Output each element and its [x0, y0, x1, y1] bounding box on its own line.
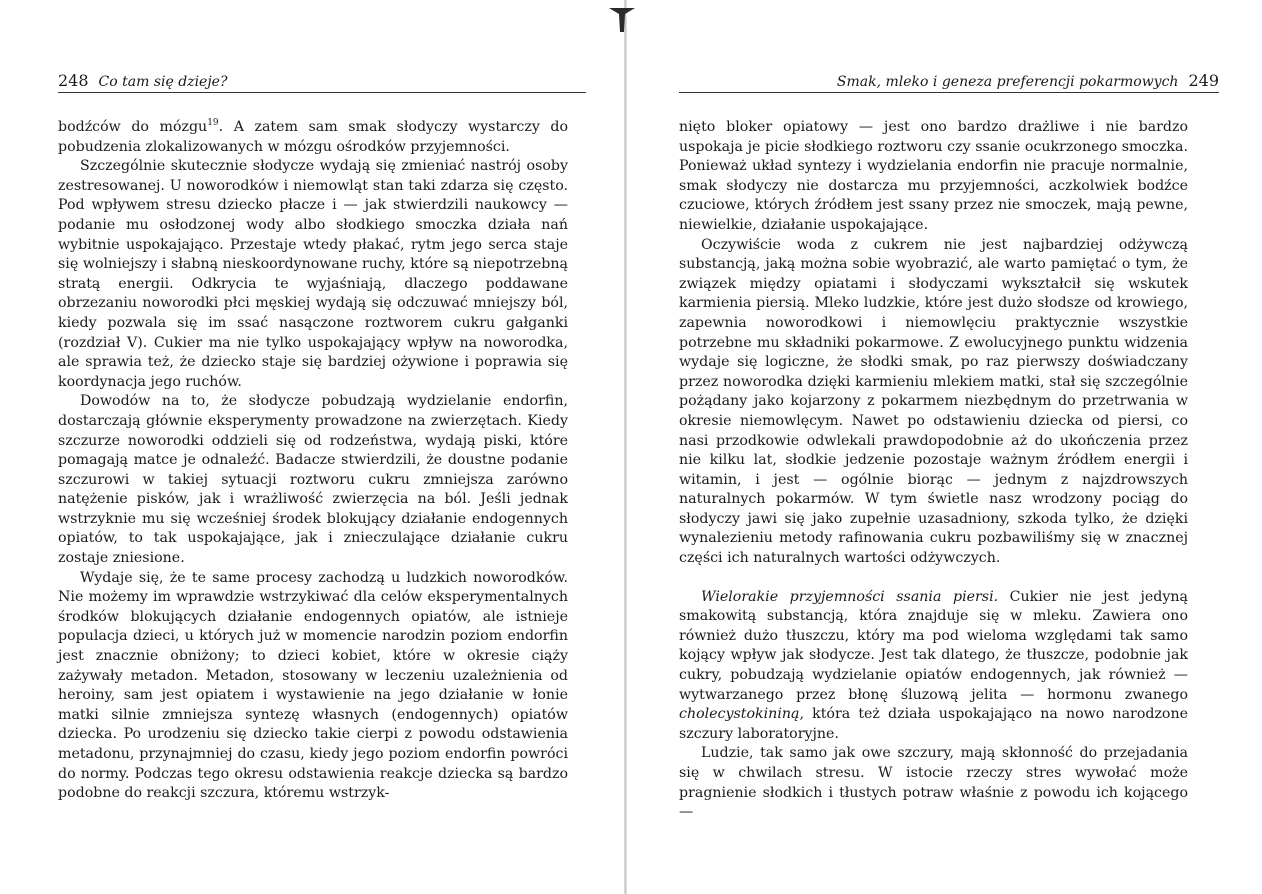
paragraph-text: . A zatem sam smak słodyczy wystarczy do pobudzenia zlokalizowanych w mózgu ośrodków przyjemności.: [58, 119, 568, 155]
italic-term: cholecystokininą: [679, 706, 800, 723]
paragraph: Oczywiście woda z cukrem nie jest najbardziej odżywczą substancją, jaką można sobie wyobrazić, ale warto pamiętać o tym, że związek między opiatami i słodyczami wykształcił się wskutek karmienia piersią. Mleko ludzkie, które jest dużo słodsze od krowiego, zapewnia noworodkowi i niemowlęciu praktycznie wszystkie potrzebne mu składniki pokarmowe. Z ewolucyjnego punktu widzenia wydaje się logiczne, że słodki smak, po raz pierwszy doświadczany przez noworodka dzięki karmieniu mlekiem matki, stał się szczególnie pożądany jako kojarzony z pokarmem niezbędnym do przetrwania w okresie niemowlęcym. Nawet po odstawieniu dziecka od piersi, co nasi przodkowie odwlekali prawdopodobnie aż do ukończenia przez nie kilku lat, słodkie jedzenie pozostaje ważnym źródłem energii i witamin, i jest — ogólnie biorąc — jednym z najzdrowszych naturalnych pokarmów. W tym świetle nasz wrodzony pociąg do słodyczy jawi się jako zupełnie uzasadniony, szkoda tylko, że dzięki wynalezieniu metody rafinowania cukru pozbawiliśmy się w znacznej części ich naturalnych wartości odżywczych.: [679, 236, 1188, 567]
running-title: Co tam się dzieje?: [98, 74, 228, 90]
paragraph: [58, 118, 568, 157]
paragraph: Wydaje się, że te same procesy zachodzą u ludzkich noworodków. Nie możemy im wprawdzie wstrzykiwać dla celów eksperymentalnych środków blokujących działanie endogennych opiatów, ale istnieje populacja dzieci, u których już w momencie narodzin poziom endorfin jest znacznie obniżony; to dzieci kobiet, które w okresie ciąży zażywały metadon. Metadon, stosowany w leczeniu uzależnienia od heroiny, sam jest opiatem i wystawienie na jego działanie w łonie matki silnie zmniejsza syntezę własnych (endogennych) opiatów dziecka. Po urodzeniu się dziecko takie cierpi z powodu odstawienia metadonu, przynajmniej do czasu, kiedy jego poziom endorfin powróci do normy. Podczas tego okresu odstawienia reakcje dziecka są bardzo podobne do reakcji szczura, któremu wstrzyk-: [58, 569, 568, 802]
paragraph: Dowodów na to, że słodycze pobudzają wydzielanie endorfin, dostarczają głównie eksperymenty prowadzone na zwierzętach. Kiedy szczurze noworodki oddzieli się od rodzeństwa, wydają piski, które pomagają matce je odnaleźć. Badacze stwierdzili, że doustne podanie szczurowi w takiej sytuacji roztworu cukru zmniejsza zarówno natężenie pisków, jak i wrażliwość zwierzęcia na ból. Jeśli jednak wstrzyknie mu się wcześniej środek blokujący działanie endogennych opiatów, to tak uspokajające, jak i znieczulające działanie cukru zostaje zniesione.: [58, 393, 568, 567]
page-number: 248: [58, 71, 89, 90]
right-page: [627, 0, 1262, 894]
paragraph-text: bodźców do mózgu: [58, 119, 208, 135]
paragraph-text: , która też działa uspokajająco na nowo narodzone szczury laboratoryjne.: [679, 706, 1188, 742]
footnote-ref: 19: [207, 118, 219, 128]
page-number: 249: [1188, 71, 1219, 90]
paragraph-text: Cukier nie jest jedyną smakowitą substancją, która znajduje się w mleku. Zawiera ono również dużo tłuszczu, który ma pod wieloma względami tak samo kojący wpływ jak słodycze. Jest tak dlatego, że tłuszcze, podobnie jak cukry, pobudzają wydzielanie opiatów endogennych, jak również — wytwarzanego przez błonę śluzową jelita — hormonu zwanego: [679, 588, 1188, 703]
paragraph: Ludzie, tak samo jak owe szczury, mają skłonność do przejadania się w chwilach stresu. W istocie rzeczy stres wywołać może pragnienie słodkich i tłustych potraw właśnie z powodu ich kojącego —: [679, 745, 1188, 821]
paragraph: Szczególnie skutecznie słodycze wydają się zmieniać nastrój osoby zestresowanej. U noworodków i niemowląt stan taki zdarza się często. Pod wpływem stresu dziecko płacze i — jak stwierdzili naukowcy — podanie mu osłodzonej wody albo słodkiego smoczka działa nań wybitnie uspokajająco. Przestaje wtedy płakać, rytm jego serca staje się wolniejszy i słabną nieskoordynowane ruchy, które są niepotrzebną stratą energii. Odkrycia te wyjaśniają, dlaczego poddawane obrzezaniu noworodki płci męskiej wydają się odczuwać mniejszy ból, kiedy pozwala się im ssać nasączone roztworem cukru gałganki (rozdział V). Cukier ma nie tylko uspokajający wpływ na noworodka, ale sprawia też, że dziecko staje się bardziej ożywione i poprawia się koordynacja jego ruchów.: [58, 158, 568, 390]
right-page-header: [679, 70, 1219, 93]
section-lead: Wielorakie przyjemności ssania piersi.: [701, 588, 999, 605]
paragraph: nięto bloker opiatowy — jest ono bardzo drażliwe i nie bardzo uspokaja je picie słodkiego roztworu czy ssanie ocukrzonego smoczka. Ponieważ układ syntezy i wydzielania endorfin nie pracuje normalnie, smak słodyczy nie dostarcza mu przyjemności, aczkolwiek bodźce czuciowe, których źródłem jest ssany przez nie smoczek, mają pewne, niewielkie, działanie uspokajające.: [679, 119, 1188, 233]
running-title: Smak, mleko i geneza preferencji pokarmowych: [836, 74, 1179, 90]
section-paragraph: [679, 588, 1188, 745]
left-page-header: [58, 70, 586, 93]
left-page-body: [58, 118, 568, 804]
left-page: [0, 0, 624, 894]
right-page-body: [679, 118, 1188, 823]
